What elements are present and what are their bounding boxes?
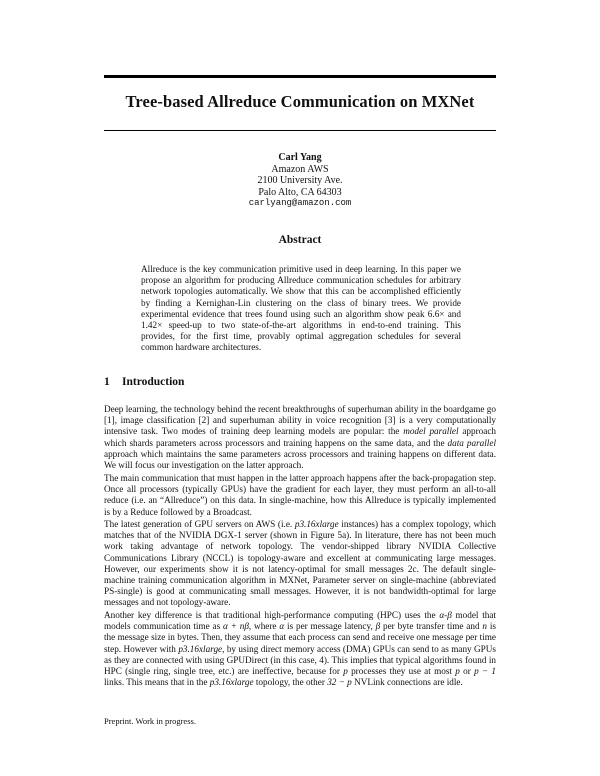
- math-inline: α: [279, 621, 285, 632]
- term-instance-type: p3.16xlarge: [209, 677, 254, 688]
- text-run: approach which maintains the same parameters across processors and training happens on different data. We will focus our investigation on the latter approach.: [104, 448, 496, 471]
- text-run: Deep learning, the technology behind the recent breakthroughs of superhuman ability in the boardgame go [1], image classification [2] and superhuman ability in voice recognition [3] is a very computationally intensive task. Two modes of training deep learning models are popular: the: [104, 404, 496, 437]
- section-heading: [104, 376, 184, 388]
- intro-paragraph-3: [104, 519, 496, 609]
- term-model-parallel: model parallel: [403, 426, 459, 437]
- text-run: approach which shards parameters across processors and training happens on the same data, and the: [104, 426, 497, 448]
- term-instance-type: p3.16xlarge: [294, 519, 339, 529]
- section-title: Introduction: [122, 376, 185, 388]
- text-run: is per message latency,: [284, 621, 376, 632]
- text-run: or: [459, 666, 475, 677]
- text-run: model that models communication time as: [104, 610, 496, 632]
- math-inline: β: [375, 621, 381, 632]
- abstract-text: Allreduce is the key communication primitive used in deep learning. In this paper we propose an algorithm for producing Allreduce communication schedules for arbitrary network topologies automatically. We show that this can be accomplished efficiently by finding a Kernighan-Lin clustering on the class of binary trees. We provide experimental evidence that trees found using such an algorithm show peak 6.6× and 1.42× speed-up to two state-of-the-art algorithms in end-to-end training. This provides, for the first time, provably optimal aggregation schedules for several common hardware architectures.: [141, 264, 461, 353]
- title-top-rule: [104, 75, 496, 78]
- text-run: , by using direct memory access (DMA) GPUs can send to as many GPUs as they are connected with using GPUDirect (in this case, 4). This implies that typical algorithms found in HPC (single ring, single tree, etc.) are ineffective, because for: [104, 643, 496, 677]
- text-run: topology, the other: [253, 677, 328, 688]
- text-run: instances) has a complex topology, which matches that of the NVIDIA DGX-1 server (shown in Figure 5a). In literature, there has not been much work taking advantage of network topology. The vendor-shipped library NVIDIA Collective Communications Library (NCCL) is topology-aware and excellent at communicating large messages. However, our experiments show it is not latency-optimal for small messages 2c. The default single-machine training communication algorithm in MXNet, Parameter server on single-machine (abbreviated PS-single) is good at communicating small messages. However, it is not bandwidth-optimal for large messages and not topology-aware.: [104, 519, 496, 608]
- paper-title: Tree-based Allreduce Communication on MXNet: [125, 92, 475, 111]
- title-bottom-rule: [104, 130, 496, 131]
- author-affiliation: Amazon AWS: [271, 163, 329, 175]
- author-address-line1: 2100 University Ave.: [257, 175, 343, 186]
- text-run: NVLink connections are idle.: [351, 677, 463, 688]
- author-email: carlyang@amazon.com: [248, 198, 352, 208]
- text-run: , where: [248, 621, 280, 632]
- author-address-line2: Palo Alto, CA 64303: [258, 186, 342, 198]
- author-block: [0, 152, 600, 210]
- section-number: 1: [104, 376, 110, 388]
- author-name: Carl Yang: [278, 152, 322, 163]
- intro-paragraph-1: [104, 404, 496, 471]
- preprint-footnote: Preprint. Work in progress.: [104, 716, 196, 726]
- text-run: The latest generation of GPU servers on AWS (i.e.: [104, 519, 295, 529]
- math-inline: p − 1: [474, 666, 497, 677]
- text-run: links. This means that in the: [104, 677, 210, 688]
- math-inline: n: [482, 621, 488, 632]
- math-inline: 32 − p: [327, 677, 352, 688]
- text-run: Another key difference is that traditional high-performance computing (HPC) uses the: [104, 610, 440, 620]
- math-inline: p: [343, 666, 348, 677]
- text-run: processes they use at most: [347, 666, 456, 677]
- abstract-heading: Abstract: [278, 234, 322, 246]
- text-run: is the message size in bytes. Then, they assume that each process can send and receive one message per time step. However with: [104, 621, 496, 654]
- text-run: per byte transfer time and: [380, 621, 483, 632]
- math-inline: α + nβ: [223, 621, 249, 632]
- term-data-parallel: data parallel: [447, 437, 496, 448]
- intro-paragraph-4: [104, 610, 496, 688]
- math-inline: p: [455, 666, 460, 677]
- term-instance-type: p3.16xlarge: [178, 643, 223, 654]
- math-inline: α-β: [439, 610, 452, 620]
- intro-paragraph-2: The main communication that must happen in the latter approach happens after the back-propagation step. Once all processors (typically GPUs) have the gradient for each layer, they must perform an all-to-all reduce (i.e. an “Allreduce”) on this data. In single-machine, how this Allreduce is typically implemented is by a Reduce followed by a Broadcast.: [104, 473, 496, 517]
